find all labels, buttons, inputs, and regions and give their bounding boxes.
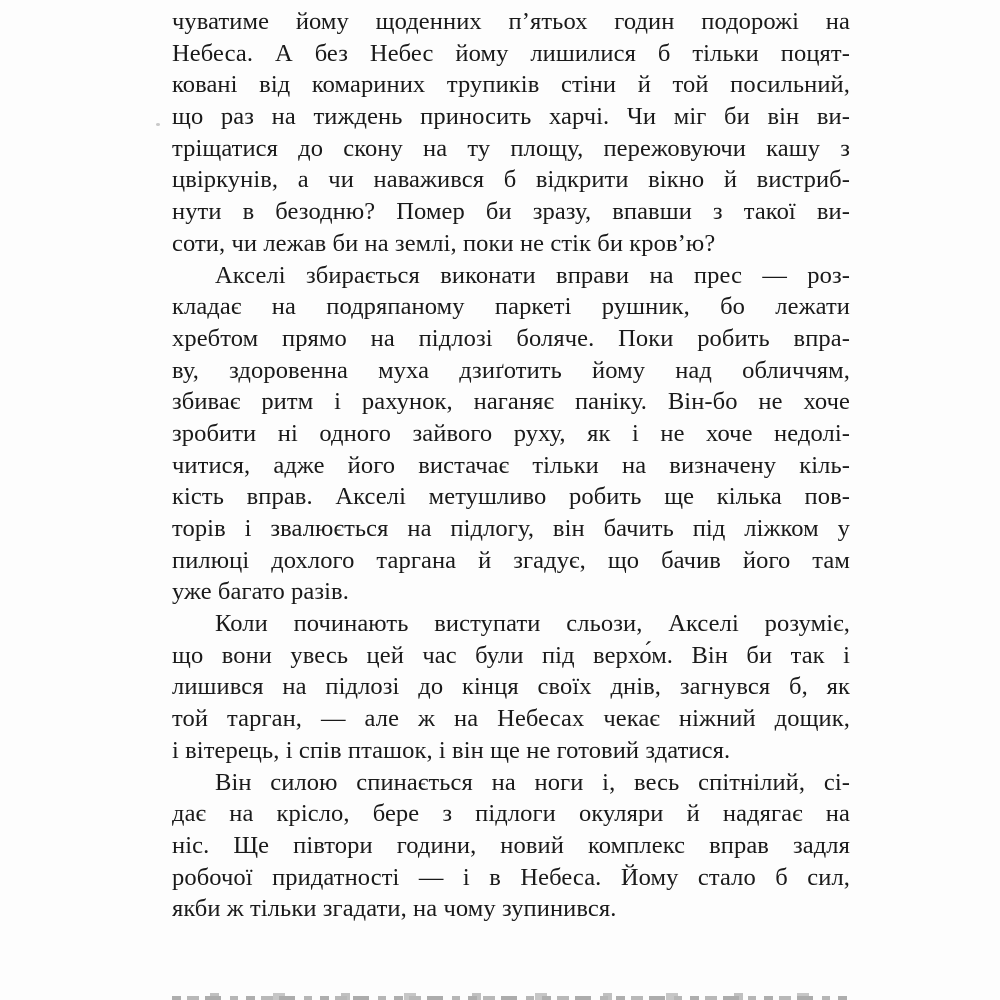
print-speck: [156, 123, 160, 126]
text-line: той тарган, — але ж на Небесах чекає ніжний дощик,: [172, 705, 850, 733]
cutoff-text-line: [172, 993, 848, 1000]
text-line: робочої придатності — і в Небеса. Йому стало б сил,: [172, 863, 850, 891]
text-line: що вони увесь цей час були під верхо́м. Він би так і: [172, 641, 850, 669]
text-block: [172, 6, 850, 925]
text-line: і вітерець, і спів пташок, і він ще не готовий здатися.: [172, 736, 731, 764]
text-line: читися, адже його вистачає тільки на визначену кіль-: [172, 451, 850, 479]
text-line: Небеса. А без Небес йому лишилися б тільки поцят-: [172, 39, 850, 67]
text-line: торів і звалюється на підлогу, він бачить під ліжком у: [172, 515, 850, 542]
text-line: хребтом прямо на підлозі боляче. Поки робить впра-: [172, 324, 850, 352]
text-line: що раз на тиждень приносить харчі. Чи міг би він ви-: [172, 103, 850, 131]
text-line: Акселі збирається виконати вправи на прес — роз-: [215, 261, 850, 289]
text-line: Він силою спинається на ноги і, весь спітнілий, сі-: [215, 768, 850, 796]
text-line: кість вправ. Акселі метушливо робить ще кілька пов-: [172, 483, 850, 511]
text-line: зробити ні одного зайвого руху, як і не хоче недолі-: [172, 419, 850, 447]
text-line: уже багато разів.: [172, 578, 349, 606]
text-line: цвіркунів, а чи наважився б відкрити вікно й вистриб-: [172, 166, 850, 194]
text-line: ковані від комариних трупиків стіни й той посильний,: [172, 71, 850, 99]
text-line: кладає на подряпаному паркеті рушник, бо лежати: [172, 293, 850, 321]
text-line: збиває ритм і рахунок, наганяє паніку. Він-бо не хоче: [172, 388, 850, 416]
text-line: тріщатися до скону на ту площу, пережовуючи кашу з: [172, 134, 850, 162]
text-line: дає на крісло, бере з підлоги окуляри й надягає на: [172, 800, 850, 828]
text-line: лишився на підлозі до кінця своїх днів, загнувся б, як: [172, 673, 850, 701]
text-line: пилюці дохлого таргана й згадує, що бачив його там: [172, 546, 850, 574]
text-line: ніс. Ще півтори години, новий комплекс вправ задля: [172, 831, 850, 859]
text-line: Коли починають виступати сльози, Акселі розуміє,: [215, 610, 850, 638]
text-line: ву, здоровенна муха дзиґотить йому над обличчям,: [172, 356, 850, 384]
text-line: соти, чи лежав би на землі, поки не стік би кров’ю?: [172, 229, 716, 257]
text-line: чуватиме йому щоденних п’ятьох годин подорожі на: [172, 8, 850, 35]
text-line: якби ж тільки згадати, на чому зупинився.: [172, 895, 617, 923]
text-line: нути в безодню? Помер би зразу, впавши з такої ви-: [172, 198, 850, 226]
